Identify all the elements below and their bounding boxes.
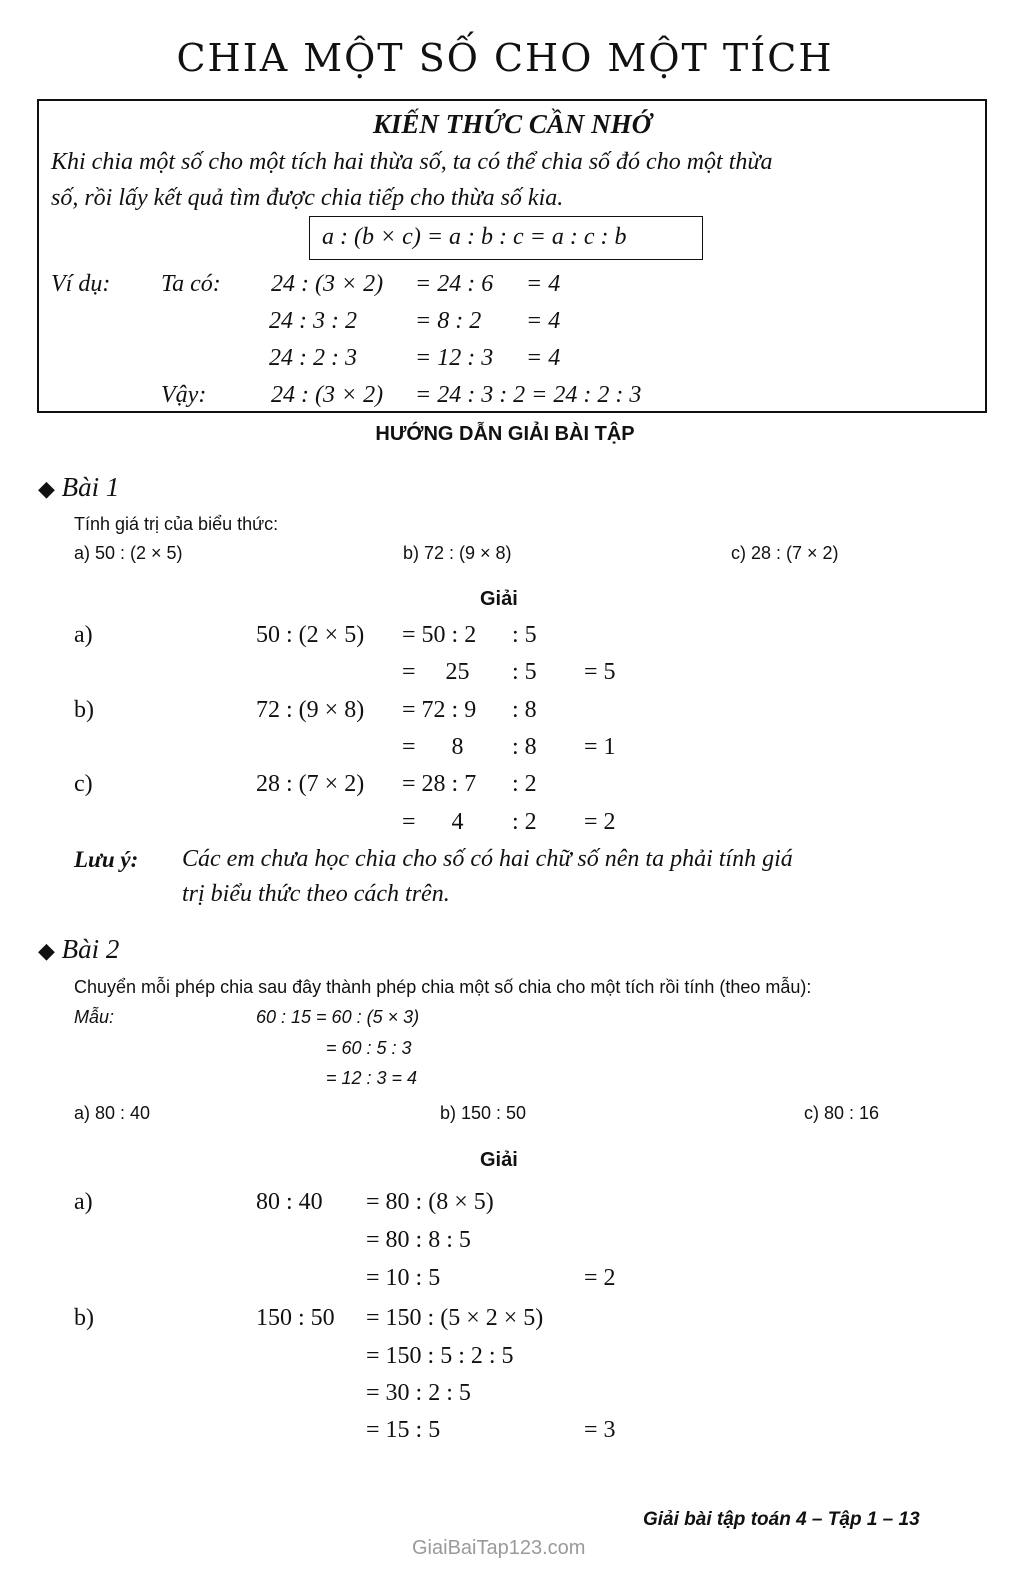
solution-result: = 1 bbox=[584, 734, 616, 760]
bai1-instruction: Tính giá trị của biểu thức: bbox=[74, 514, 279, 534]
solution-step: = 10 : 5 bbox=[366, 1265, 441, 1291]
example-expr: 24 : 2 : 3 bbox=[269, 345, 357, 371]
bai1-item-c: c) 28 : (7 × 2) bbox=[731, 543, 839, 563]
solution-step: = 150 : 5 : 2 : 5 bbox=[366, 1343, 514, 1369]
guide-heading: HƯỚNG DẪN GIẢI BÀI TẬP bbox=[375, 423, 635, 445]
solution-result: = 2 bbox=[584, 809, 616, 835]
mau-line-2: = 60 : 5 : 3 bbox=[326, 1038, 412, 1058]
bai1-giai: Giải bbox=[480, 588, 518, 610]
example-label: Ví dụ: bbox=[51, 271, 111, 297]
diamond-icon: ◆ bbox=[38, 476, 55, 501]
example-expr: 24 : (3 × 2) bbox=[271, 382, 384, 408]
note-line-2: trị biểu thức theo cách trên. bbox=[182, 881, 450, 907]
example-step: = 24 : 3 : 2 = 24 : 2 : 3 bbox=[415, 382, 642, 408]
knowledge-heading: KIẾN THỨC CẦN NHỚ bbox=[372, 109, 652, 139]
example-step: = 12 : 3 bbox=[415, 345, 494, 371]
solution-label: b) bbox=[74, 697, 94, 723]
formula-box bbox=[309, 216, 703, 260]
diamond-icon: ◆ bbox=[38, 938, 55, 963]
solution-step: = 80 : (8 × 5) bbox=[366, 1189, 494, 1215]
solution-expr: 50 : (2 × 5) bbox=[256, 622, 365, 648]
solution-step: = 50 : 2 bbox=[402, 622, 477, 648]
solution-expr: 28 : (7 × 2) bbox=[256, 771, 365, 797]
example-result: = 4 bbox=[526, 308, 561, 334]
taco-label: Ta có: bbox=[161, 271, 221, 297]
bai2-instruction: Chuyển mỗi phép chia sau đây thành phép chia một số chia cho một tích rồi tính (theo mẫu): bbox=[74, 977, 812, 997]
bai2-heading bbox=[38, 934, 119, 965]
bai2-giai: Giải bbox=[480, 1149, 518, 1171]
formula: a : (b × c) = a : b : c = a : c : b bbox=[322, 224, 627, 250]
note-line-1: Các em chưa học chia cho số có hai chữ số nên ta phải tính giá bbox=[182, 846, 793, 872]
example-step: = 24 : 6 bbox=[415, 271, 494, 297]
vay-label: Vậy: bbox=[161, 382, 207, 408]
knowledge-line-1: Khi chia một số cho một tích hai thừa số, ta có thể chia số đó cho một thừa bbox=[51, 149, 773, 175]
mau-line-3: = 12 : 3 = 4 bbox=[326, 1068, 418, 1088]
bai1-item-b: b) 72 : (9 × 8) bbox=[403, 543, 512, 563]
example-expr: 24 : 3 : 2 bbox=[269, 308, 357, 334]
bai2-item-a: a) 80 : 40 bbox=[74, 1103, 151, 1123]
solution-step: = 25 bbox=[402, 659, 470, 685]
solution-step: = 30 : 2 : 5 bbox=[366, 1380, 471, 1406]
solution-step: = 28 : 7 bbox=[402, 771, 477, 797]
mau-label: Mẫu: bbox=[74, 1007, 115, 1027]
bai2-item-b: b) 150 : 50 bbox=[440, 1103, 527, 1123]
knowledge-box bbox=[37, 99, 987, 413]
solution-expr: 150 : 50 bbox=[256, 1305, 335, 1331]
solution-step: = 150 : (5 × 2 × 5) bbox=[366, 1305, 544, 1331]
solution-step: = 15 : 5 bbox=[366, 1417, 441, 1443]
example-result: = 4 bbox=[526, 271, 561, 297]
solution-step-2: : 8 bbox=[512, 734, 537, 760]
page-footer: Giải bài tập toán 4 – Tập 1 – 13 bbox=[643, 1509, 920, 1530]
solution-result: = 5 bbox=[584, 659, 616, 685]
solution-result: = 2 bbox=[584, 1265, 616, 1291]
bai2-label: Bài 2 bbox=[61, 934, 120, 964]
example-step: = 8 : 2 bbox=[415, 308, 482, 334]
example-expr: 24 : (3 × 2) bbox=[271, 271, 384, 297]
solution-step: = 8 bbox=[402, 734, 464, 760]
solution-step-2: : 8 bbox=[512, 697, 537, 723]
example-result: = 4 bbox=[526, 345, 561, 371]
page-title: CHIA MỘT SỐ CHO MỘT TÍCH bbox=[176, 36, 834, 80]
solution-result: = 3 bbox=[584, 1417, 616, 1443]
bai1-label: Bài 1 bbox=[61, 472, 120, 502]
bai1-item-a: a) 50 : (2 × 5) bbox=[74, 543, 183, 563]
solution-label: b) bbox=[74, 1305, 94, 1331]
watermark: GiaiBaiTap123.com bbox=[412, 1537, 586, 1559]
knowledge-line-2: số, rồi lấy kết quả tìm được chia tiếp cho thừa số kia. bbox=[51, 185, 564, 211]
solution-step-2: : 5 bbox=[512, 622, 537, 648]
solution-step: = 80 : 8 : 5 bbox=[366, 1227, 471, 1253]
mau-line-1: 60 : 15 = 60 : (5 × 3) bbox=[256, 1007, 420, 1027]
solution-expr: 80 : 40 bbox=[256, 1189, 323, 1215]
solution-label: c) bbox=[74, 771, 93, 797]
note-label: Lưu ý: bbox=[74, 847, 139, 872]
solution-step: = 4 bbox=[402, 809, 464, 835]
solution-step-2: : 5 bbox=[512, 659, 537, 685]
solution-label: a) bbox=[74, 622, 93, 648]
solution-step: = 72 : 9 bbox=[402, 697, 477, 723]
solution-step-2: : 2 bbox=[512, 809, 537, 835]
bai2-item-c: c) 80 : 16 bbox=[804, 1103, 880, 1123]
solution-expr: 72 : (9 × 8) bbox=[256, 697, 365, 723]
solution-step-2: : 2 bbox=[512, 771, 537, 797]
bai1-heading bbox=[38, 472, 119, 503]
solution-label: a) bbox=[74, 1189, 93, 1215]
